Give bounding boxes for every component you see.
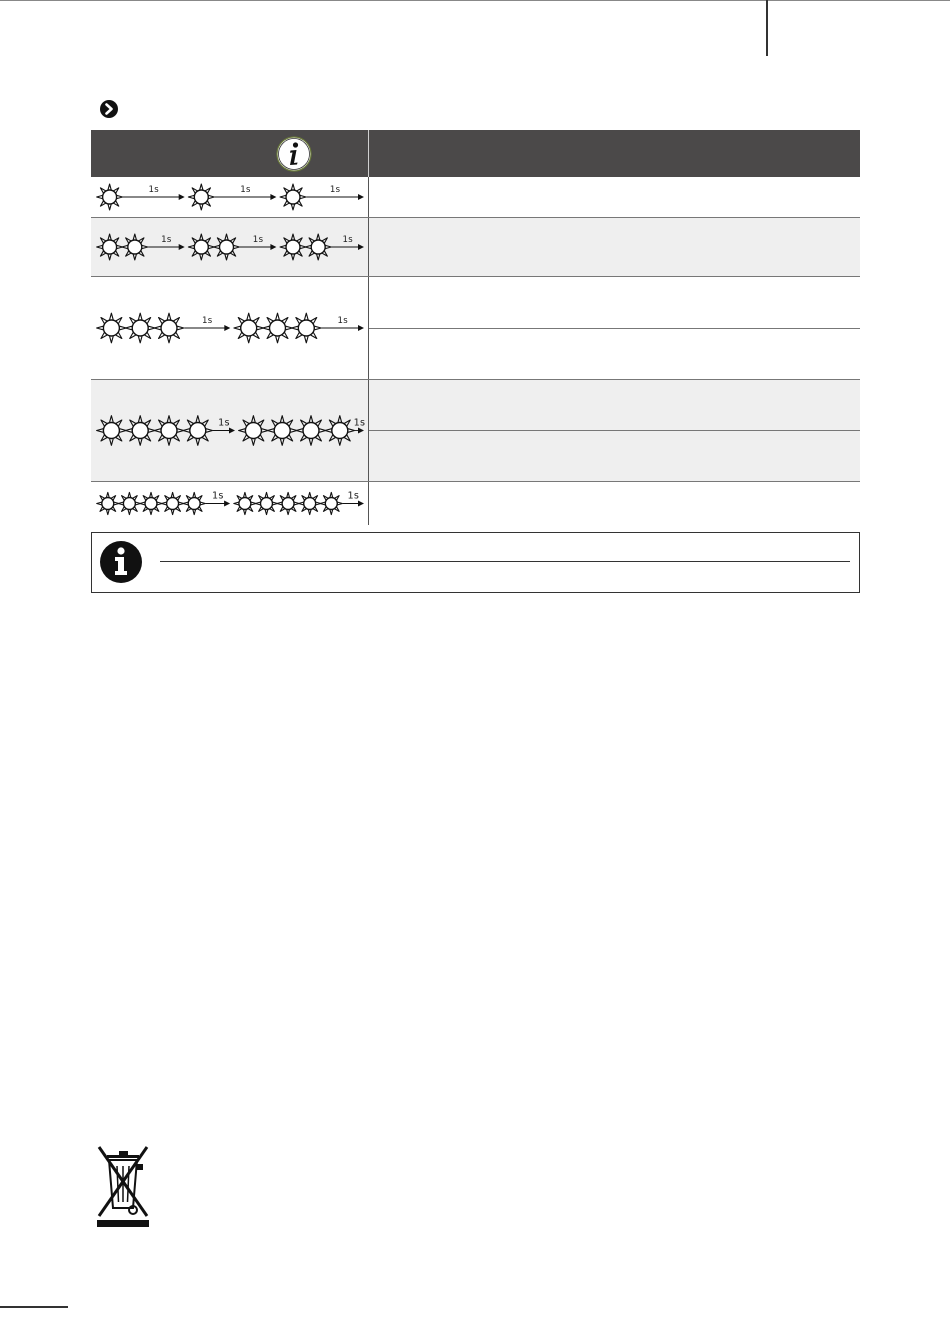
- description-cell: [369, 218, 860, 276]
- led-flash-icon: [122, 234, 148, 260]
- header-left-cell: [91, 130, 369, 177]
- note-rule: [160, 561, 850, 562]
- led-flash-icon: [97, 313, 127, 343]
- flash-pattern-cell: [91, 218, 369, 276]
- arrowhead: [358, 325, 364, 331]
- led-flash-icon: [277, 492, 299, 514]
- interval-label: 1s: [342, 235, 354, 245]
- table-header: [91, 130, 860, 177]
- led-flash-icon: [280, 234, 306, 260]
- info-icon: [99, 540, 143, 584]
- bottom-page-rule: [0, 1306, 68, 1308]
- description-cell: [369, 380, 860, 430]
- led-flash-icon: [97, 234, 123, 260]
- interval-label: 1s: [211, 490, 224, 502]
- led-flash-table: [91, 130, 860, 525]
- table-row: [91, 177, 860, 218]
- interval-label: 1s: [252, 235, 264, 245]
- led-flash-icon: [239, 416, 269, 446]
- flash-pattern-cell: [91, 380, 369, 481]
- led-flash-icon: [267, 416, 297, 446]
- led-flash-icon: [162, 492, 184, 514]
- led-flash-icon: [183, 416, 213, 446]
- led-flash-icon: [140, 492, 162, 514]
- led-flash-icon: [292, 313, 322, 343]
- description-cell: [369, 430, 860, 481]
- flash-pattern-cell: [91, 277, 369, 379]
- info-note-box: [91, 532, 860, 593]
- led-flash-icon: [97, 184, 123, 210]
- table-row: [91, 482, 860, 525]
- arrowhead: [224, 501, 230, 507]
- led-flash-icon: [154, 313, 184, 343]
- header-right-cell: [369, 130, 860, 177]
- led-flash-icon: [125, 416, 155, 446]
- led-flash-icon: [263, 313, 293, 343]
- top-page-rule: [0, 0, 950, 1]
- arrowhead: [224, 325, 230, 331]
- interval-label: 1s: [201, 316, 213, 326]
- led-flash-icon: [296, 416, 326, 446]
- flash-sequence-diagram: [91, 380, 368, 481]
- flash-pattern-cell: [91, 482, 369, 525]
- interval-label: 1s: [148, 185, 160, 195]
- led-flash-icon: [97, 492, 119, 514]
- led-flash-icon: [214, 234, 240, 260]
- table-row: [91, 218, 860, 277]
- led-flash-icon: [280, 184, 306, 210]
- led-flash-icon: [305, 234, 331, 260]
- flash-sequence-diagram: [91, 277, 368, 379]
- led-flash-icon: [188, 234, 214, 260]
- interval-label: 1s: [217, 417, 231, 429]
- led-flash-icon: [154, 416, 184, 446]
- arrowhead: [358, 194, 364, 200]
- flash-sequence-diagram: [91, 177, 368, 217]
- flash-pattern-cell: [91, 177, 369, 217]
- interval-label: 1s: [160, 235, 172, 245]
- description-cell: [369, 277, 860, 328]
- led-flash-icon: [234, 492, 256, 514]
- table-row: [91, 380, 860, 482]
- interval-label: 1s: [329, 185, 341, 195]
- led-flash-icon: [234, 313, 264, 343]
- description-cell: [369, 177, 860, 217]
- flash-sequence-diagram: [91, 482, 368, 525]
- interval-label: 1s: [240, 185, 251, 195]
- led-flash-icon: [118, 492, 140, 514]
- flash-sequence-diagram: [91, 218, 368, 276]
- led-flash-icon: [183, 492, 205, 514]
- led-flash-icon: [188, 184, 214, 210]
- chevron-right-bullet-icon: [99, 99, 119, 119]
- crop-mark: [766, 0, 768, 56]
- info-icon: [276, 136, 312, 172]
- description-cell: [369, 328, 860, 380]
- interval-label: 1s: [353, 417, 366, 429]
- weee-crossed-bin-icon: [95, 1144, 151, 1228]
- arrowhead: [270, 194, 276, 200]
- led-flash-icon: [125, 313, 155, 343]
- led-flash-icon: [299, 492, 321, 514]
- table-row: [91, 277, 860, 380]
- description-cell: [369, 482, 860, 525]
- interval-label: 1s: [347, 490, 360, 502]
- arrowhead: [179, 194, 185, 200]
- arrowhead: [358, 244, 364, 250]
- interval-label: 1s: [337, 316, 349, 326]
- led-flash-icon: [255, 492, 277, 514]
- arrowhead: [179, 244, 185, 250]
- led-flash-icon: [320, 492, 342, 514]
- arrowhead: [270, 244, 276, 250]
- led-flash-icon: [325, 416, 355, 446]
- led-flash-icon: [97, 416, 127, 446]
